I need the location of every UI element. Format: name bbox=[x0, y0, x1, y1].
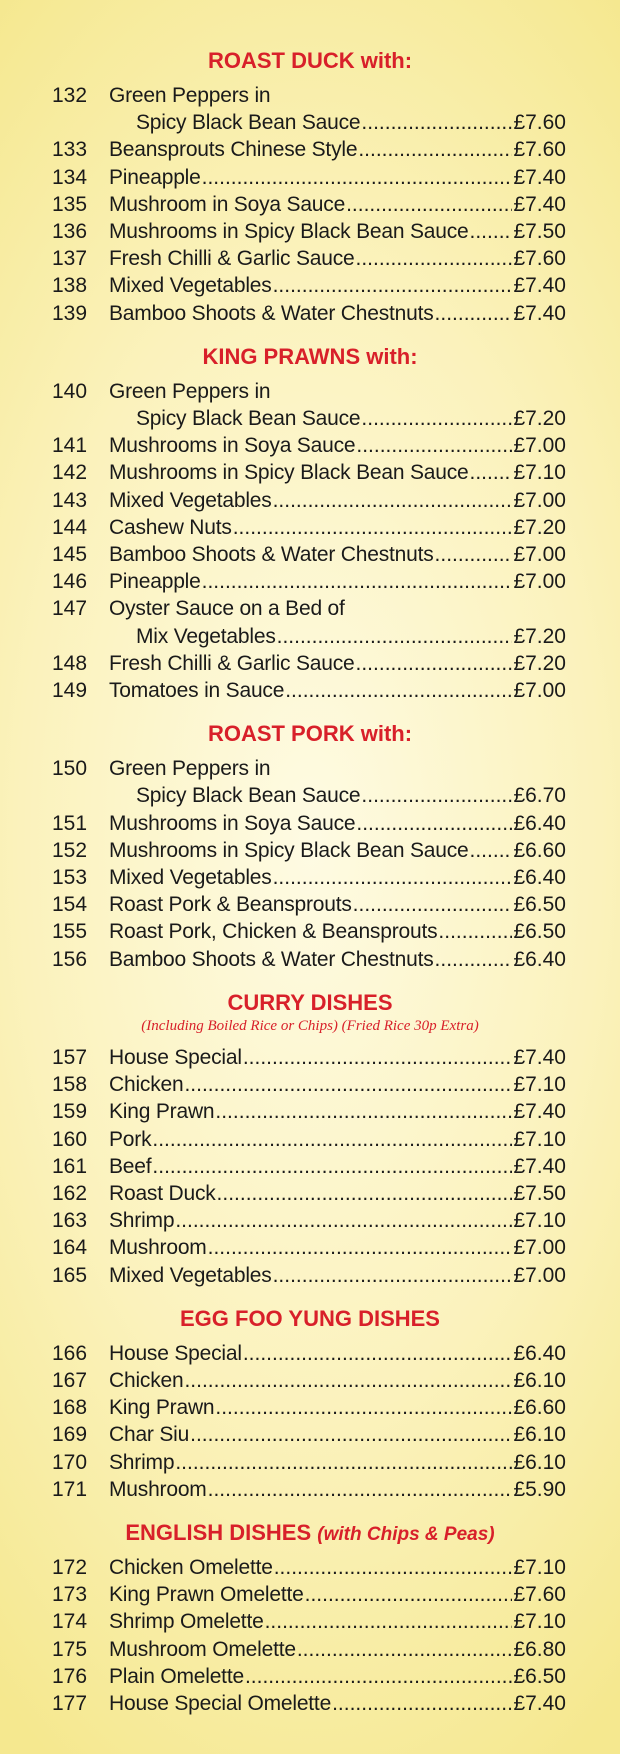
dot-leader bbox=[152, 1126, 512, 1153]
item-price: £6.50 bbox=[513, 920, 566, 944]
item-name: Mixed Vegetables bbox=[109, 274, 272, 298]
item-number: 173 bbox=[52, 1583, 88, 1607]
item-number: 154 bbox=[52, 893, 88, 917]
item-name: Mixed Vegetables bbox=[109, 1263, 272, 1287]
item-name: King Prawn bbox=[109, 1396, 215, 1420]
item-price: £6.50 bbox=[513, 893, 566, 917]
dot-leader bbox=[233, 514, 513, 541]
dot-leader bbox=[470, 837, 513, 864]
item-price: £7.00 bbox=[513, 679, 566, 703]
item-price: £7.40 bbox=[513, 1691, 566, 1715]
item-name-line1: Oyster Sauce on a Bed of bbox=[109, 597, 345, 621]
item-name: Mushrooms in Soya Sauce bbox=[109, 811, 356, 835]
item-price: £6.40 bbox=[513, 866, 566, 890]
menu-item bbox=[52, 164, 566, 191]
item-price: £6.10 bbox=[513, 1423, 566, 1447]
menu-item bbox=[52, 1153, 566, 1180]
menu-item bbox=[52, 810, 566, 837]
item-number: 141 bbox=[52, 434, 88, 458]
menu-item bbox=[52, 1394, 566, 1421]
item-price: £6.60 bbox=[513, 1396, 566, 1420]
item-number: 146 bbox=[52, 570, 88, 594]
item-name: Beansprouts Chinese Style bbox=[109, 138, 358, 162]
item-name: House Special Omelette bbox=[109, 1691, 332, 1715]
menu-item bbox=[52, 918, 566, 945]
item-name: Char Siu bbox=[109, 1423, 190, 1447]
item-name: Pineapple bbox=[109, 570, 201, 594]
item-price: £7.60 bbox=[513, 111, 566, 135]
menu-item bbox=[52, 1180, 566, 1207]
dot-leader bbox=[217, 1180, 513, 1207]
menu-item bbox=[52, 837, 566, 864]
menu-section bbox=[0, 46, 620, 327]
item-name: Mushroom bbox=[109, 1236, 207, 1260]
dot-leader bbox=[346, 191, 512, 218]
section-title bbox=[0, 719, 620, 749]
item-number: 151 bbox=[52, 811, 88, 835]
menu-item bbox=[52, 1262, 566, 1289]
menu-item bbox=[52, 1126, 566, 1153]
item-number: 144 bbox=[52, 515, 88, 539]
section-title bbox=[0, 342, 620, 372]
item-number: 165 bbox=[52, 1263, 88, 1287]
item-price: £7.10 bbox=[513, 1073, 566, 1097]
item-name: Shrimp Omelette bbox=[109, 1610, 264, 1634]
menu-item bbox=[52, 864, 566, 891]
item-name: Mushroom bbox=[109, 1477, 207, 1501]
menu-section bbox=[0, 719, 620, 973]
dot-leader bbox=[356, 650, 513, 677]
menu-item bbox=[52, 218, 566, 245]
item-name: Pork bbox=[109, 1127, 152, 1151]
dot-leader bbox=[435, 300, 513, 327]
item-price: £7.50 bbox=[513, 1181, 566, 1205]
menu-item bbox=[52, 432, 566, 459]
item-number: 148 bbox=[52, 651, 88, 675]
dot-leader bbox=[273, 864, 513, 891]
item-price: £7.40 bbox=[513, 1045, 566, 1069]
item-price: £7.20 bbox=[513, 651, 566, 675]
section-title-text: ROAST DUCK with: bbox=[207, 48, 413, 73]
item-name: Chicken Omelette bbox=[109, 1555, 273, 1579]
menu-item bbox=[52, 272, 566, 299]
item-price: £6.40 bbox=[513, 947, 566, 971]
item-name: Shrimp bbox=[109, 1450, 175, 1474]
item-number: 134 bbox=[52, 165, 88, 189]
dot-leader bbox=[202, 568, 513, 595]
dot-leader bbox=[356, 245, 513, 272]
section-title bbox=[0, 46, 620, 76]
item-name: Spicy Black Bean Sauce bbox=[136, 784, 361, 808]
item-price: £7.50 bbox=[513, 220, 566, 244]
item-name: Mushrooms in Spicy Black Bean Sauce bbox=[109, 461, 469, 485]
item-number: 147 bbox=[52, 597, 88, 621]
item-price: £7.40 bbox=[513, 192, 566, 216]
item-number: 174 bbox=[52, 1610, 88, 1634]
dot-leader bbox=[175, 1207, 512, 1234]
item-number: 159 bbox=[52, 1100, 88, 1124]
item-name: Plain Omelette bbox=[109, 1664, 244, 1688]
item-name: Fresh Chilli & Garlic Sauce bbox=[109, 247, 355, 271]
menu-item bbox=[52, 1554, 566, 1581]
item-name: House Special bbox=[109, 1045, 242, 1069]
item-number: 143 bbox=[52, 488, 88, 512]
item-number: 169 bbox=[52, 1423, 88, 1447]
item-name: Roast Pork, Chicken & Beansprouts bbox=[109, 920, 438, 944]
dot-leader bbox=[190, 1421, 512, 1448]
dot-leader bbox=[215, 1098, 512, 1125]
item-name: Mushroom Omelette bbox=[109, 1637, 296, 1661]
section-title-text: ROAST PORK with: bbox=[207, 721, 413, 747]
item-number: 175 bbox=[52, 1637, 88, 1661]
menu-item bbox=[52, 541, 566, 568]
item-number: 133 bbox=[52, 138, 88, 162]
dot-leader bbox=[243, 1340, 513, 1367]
menu-item bbox=[52, 487, 566, 514]
item-number: 160 bbox=[52, 1127, 88, 1151]
section-title-text: CURRY DISHES bbox=[227, 989, 393, 1015]
item-number: 149 bbox=[52, 679, 88, 703]
item-price: £7.10 bbox=[513, 461, 566, 485]
menu-item bbox=[52, 300, 566, 327]
item-number: 155 bbox=[52, 920, 88, 944]
item-price: £6.10 bbox=[513, 1368, 566, 1392]
item-number: 138 bbox=[52, 274, 88, 298]
item-name: Mushrooms in Spicy Black Bean Sauce bbox=[109, 838, 469, 862]
item-number: 168 bbox=[52, 1396, 88, 1420]
item-name: Roast Duck bbox=[109, 1181, 216, 1205]
menu-section bbox=[0, 988, 620, 1289]
item-name: Cashew Nuts bbox=[109, 515, 232, 539]
menu-item bbox=[52, 1340, 566, 1367]
menu-item bbox=[52, 191, 566, 218]
item-name: Bamboo Shoots & Water Chestnuts bbox=[109, 947, 434, 971]
item-price: £7.40 bbox=[513, 274, 566, 298]
item-price: £6.50 bbox=[513, 1664, 566, 1688]
item-number: 132 bbox=[52, 84, 88, 107]
section-note: (Including Boiled Rice or Chips) (Fried Rice 30p Extra) bbox=[141, 1017, 479, 1034]
item-price: £7.00 bbox=[513, 1236, 566, 1260]
menu-item bbox=[52, 1581, 566, 1608]
item-number: 162 bbox=[52, 1181, 88, 1205]
menu-item bbox=[52, 677, 566, 704]
menu-item bbox=[52, 1098, 566, 1125]
item-number: 153 bbox=[52, 866, 88, 890]
item-number: 170 bbox=[52, 1450, 88, 1474]
item-number: 177 bbox=[52, 1691, 88, 1715]
item-number: 172 bbox=[52, 1555, 88, 1579]
dot-leader bbox=[438, 918, 512, 945]
item-number: 142 bbox=[52, 461, 88, 485]
item-price: £7.40 bbox=[513, 301, 566, 325]
item-price: £6.40 bbox=[513, 811, 566, 835]
dot-leader bbox=[470, 218, 513, 245]
menu-item bbox=[52, 136, 566, 163]
menu-item bbox=[52, 1207, 566, 1234]
section-title bbox=[0, 1304, 620, 1334]
item-name: Fresh Chilli & Garlic Sauce bbox=[109, 651, 355, 675]
item-name: Tomatoes in Sauce bbox=[109, 679, 285, 703]
dot-leader bbox=[208, 1476, 513, 1503]
menu-item bbox=[52, 946, 566, 973]
menu-item bbox=[52, 1690, 566, 1717]
dot-leader bbox=[245, 1663, 513, 1690]
dot-leader bbox=[202, 164, 513, 191]
menu-item bbox=[52, 1636, 566, 1663]
menu-item bbox=[52, 1449, 566, 1476]
item-price: £6.80 bbox=[513, 1637, 566, 1661]
item-number: 164 bbox=[52, 1236, 88, 1260]
menu-item bbox=[52, 1421, 566, 1448]
menu-item bbox=[52, 1663, 566, 1690]
dot-leader bbox=[243, 1044, 513, 1071]
dot-leader bbox=[470, 459, 513, 486]
item-name: Beef bbox=[109, 1154, 152, 1178]
item-name: Mushroom in Soya Sauce bbox=[109, 192, 346, 216]
dot-leader bbox=[175, 1449, 512, 1476]
dot-leader bbox=[184, 1367, 512, 1394]
item-price: £7.10 bbox=[513, 1555, 566, 1579]
item-price: £7.40 bbox=[513, 1100, 566, 1124]
menu-item bbox=[52, 82, 566, 136]
dot-leader bbox=[273, 487, 513, 514]
section-title-text: EGG FOO YUNG DISHES bbox=[180, 1305, 440, 1331]
item-price: £7.00 bbox=[513, 488, 566, 512]
menu-section bbox=[0, 1518, 620, 1717]
section-title-text: ENGLISH DISHES bbox=[125, 1519, 312, 1545]
item-price: £7.60 bbox=[513, 247, 566, 271]
item-price: £5.90 bbox=[513, 1477, 566, 1501]
item-price: £7.40 bbox=[513, 1154, 566, 1178]
item-price: £7.40 bbox=[513, 165, 566, 189]
menu-item bbox=[52, 1608, 566, 1635]
menu-item bbox=[52, 650, 566, 677]
dot-leader bbox=[208, 1234, 513, 1261]
menu-item bbox=[52, 1476, 566, 1503]
dot-leader bbox=[361, 782, 512, 809]
menu-item bbox=[52, 755, 566, 809]
item-name: Mixed Vegetables bbox=[109, 866, 272, 890]
item-name: Mushrooms in Soya Sauce bbox=[109, 434, 356, 458]
item-number: 150 bbox=[52, 757, 88, 781]
section-title-sub: (with Chips & Peas) bbox=[317, 1523, 495, 1545]
item-price: £6.40 bbox=[513, 1341, 566, 1365]
item-price: £6.60 bbox=[513, 838, 566, 862]
menu-section bbox=[0, 342, 620, 704]
item-price: £7.60 bbox=[513, 138, 566, 162]
dot-leader bbox=[435, 541, 513, 568]
item-name: Mixed Vegetables bbox=[109, 488, 272, 512]
menu-item bbox=[52, 514, 566, 541]
item-number: 152 bbox=[52, 838, 88, 862]
dot-leader bbox=[152, 1153, 512, 1180]
item-name: Spicy Black Bean Sauce bbox=[136, 111, 361, 135]
dot-leader bbox=[356, 432, 512, 459]
item-price: £7.20 bbox=[513, 515, 566, 539]
item-price: £7.00 bbox=[513, 434, 566, 458]
item-name: Mushrooms in Spicy Black Bean Sauce bbox=[109, 220, 469, 244]
dot-leader bbox=[215, 1394, 512, 1421]
item-name: Mix Vegetables bbox=[136, 624, 276, 648]
item-price: £7.10 bbox=[513, 1127, 566, 1151]
item-number: 145 bbox=[52, 543, 88, 567]
menu-section bbox=[0, 1304, 620, 1503]
item-number: 158 bbox=[52, 1073, 88, 1097]
item-price: £6.10 bbox=[513, 1450, 566, 1474]
item-price: £7.10 bbox=[513, 1610, 566, 1634]
menu-item bbox=[52, 595, 566, 649]
dot-leader bbox=[361, 109, 512, 136]
item-name: Chicken bbox=[109, 1073, 184, 1097]
item-name-line1: Green Peppers in bbox=[109, 379, 271, 403]
item-number: 137 bbox=[52, 247, 88, 271]
item-name: House Special bbox=[109, 1341, 242, 1365]
menu-item bbox=[52, 459, 566, 486]
dot-leader bbox=[273, 272, 513, 299]
item-price: £7.20 bbox=[513, 624, 566, 648]
menu-item bbox=[52, 1367, 566, 1394]
item-name-line1: Green Peppers in bbox=[109, 84, 271, 107]
dot-leader bbox=[332, 1690, 512, 1717]
dot-leader bbox=[277, 623, 513, 650]
item-name: Bamboo Shoots & Water Chestnuts bbox=[109, 543, 434, 567]
item-number: 176 bbox=[52, 1664, 88, 1688]
dot-leader bbox=[184, 1071, 512, 1098]
item-number: 167 bbox=[52, 1368, 88, 1392]
section-title bbox=[0, 1518, 620, 1548]
menu-item bbox=[52, 1071, 566, 1098]
item-number: 163 bbox=[52, 1209, 88, 1233]
item-name: Chicken bbox=[109, 1368, 184, 1392]
item-price: £7.60 bbox=[513, 1583, 566, 1607]
item-number: 136 bbox=[52, 220, 88, 244]
item-number: 139 bbox=[52, 301, 88, 325]
item-number: 140 bbox=[52, 379, 88, 403]
menu-item bbox=[52, 891, 566, 918]
dot-leader bbox=[358, 136, 512, 163]
item-price: £7.20 bbox=[513, 407, 566, 431]
dot-leader bbox=[356, 810, 512, 837]
item-name: Shrimp bbox=[109, 1209, 175, 1233]
item-number: 135 bbox=[52, 192, 88, 216]
dot-leader bbox=[297, 1636, 513, 1663]
section-title bbox=[0, 988, 620, 1018]
dot-leader bbox=[305, 1581, 513, 1608]
dot-leader bbox=[265, 1608, 513, 1635]
dot-leader bbox=[353, 891, 513, 918]
item-number: 171 bbox=[52, 1477, 88, 1501]
item-name: Roast Pork & Beansprouts bbox=[109, 893, 352, 917]
item-name: King Prawn Omelette bbox=[109, 1583, 304, 1607]
item-name-line1: Green Peppers in bbox=[109, 757, 271, 781]
item-number: 166 bbox=[52, 1341, 88, 1365]
dot-leader bbox=[274, 1554, 513, 1581]
item-price: £7.10 bbox=[513, 1209, 566, 1233]
item-name: Pineapple bbox=[109, 165, 201, 189]
dot-leader bbox=[285, 677, 512, 704]
menu-item bbox=[52, 568, 566, 595]
menu-item bbox=[52, 245, 566, 272]
dot-leader bbox=[435, 946, 513, 973]
dot-leader bbox=[361, 405, 512, 432]
item-name: King Prawn bbox=[109, 1100, 215, 1124]
dot-leader bbox=[273, 1262, 513, 1289]
section-title-text: KING PRAWNS with: bbox=[202, 343, 418, 369]
item-price: £7.00 bbox=[513, 543, 566, 567]
item-number: 161 bbox=[52, 1154, 88, 1178]
item-number: 157 bbox=[52, 1045, 88, 1069]
item-price: £6.70 bbox=[513, 784, 566, 808]
menu-item bbox=[52, 1044, 566, 1071]
item-price: £7.00 bbox=[513, 570, 566, 594]
menu-item bbox=[52, 1234, 566, 1261]
menu-item bbox=[52, 378, 566, 432]
item-name: Bamboo Shoots & Water Chestnuts bbox=[109, 301, 434, 325]
item-number: 156 bbox=[52, 947, 88, 971]
item-price: £7.00 bbox=[513, 1263, 566, 1287]
item-name: Spicy Black Bean Sauce bbox=[136, 407, 361, 431]
